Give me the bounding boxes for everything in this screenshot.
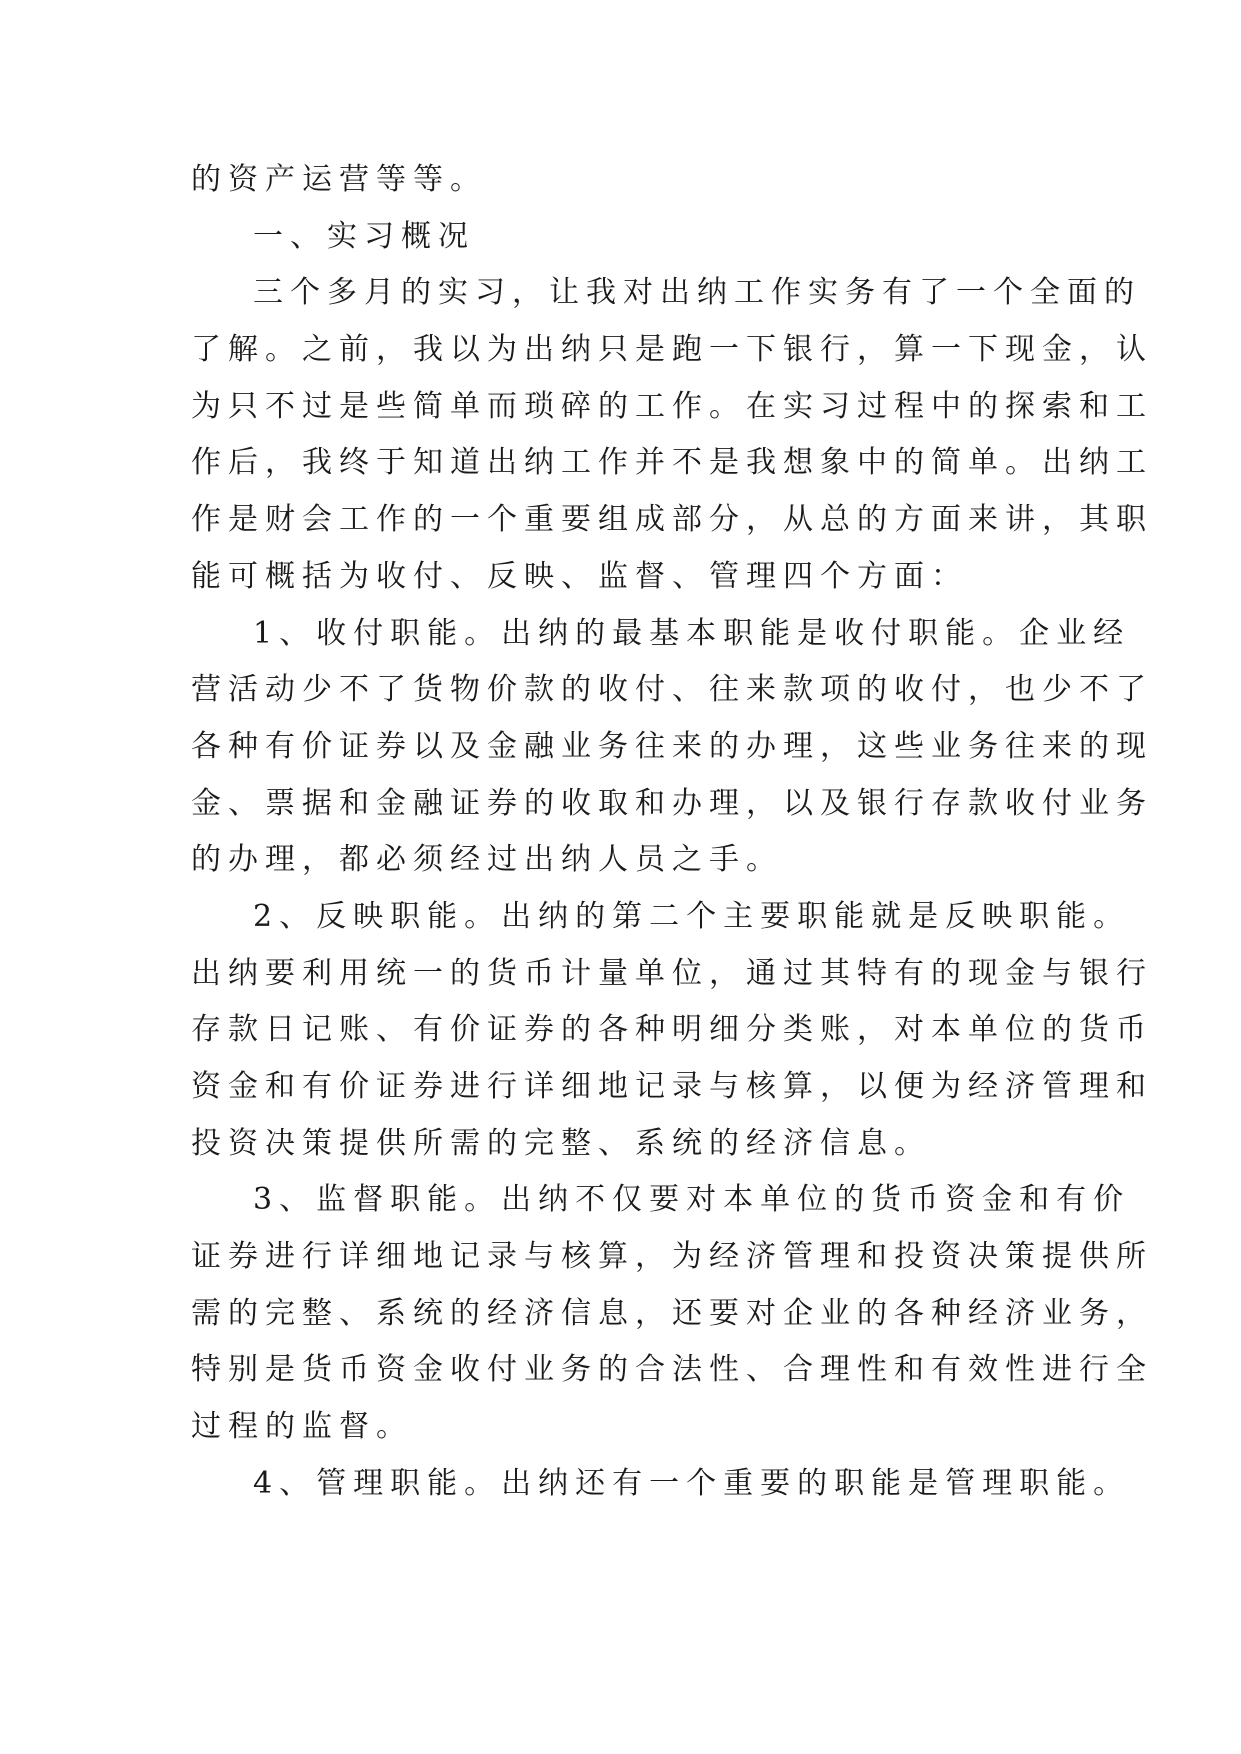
text-line: 作后，我终于知道出纳工作并不是我想象中的简单。出纳工	[191, 445, 1153, 481]
text-line: 4、管理职能。出纳还有一个重要的职能是管理职能。	[253, 1465, 1131, 1501]
text-line: 3、监督职能。出纳不仅要对本单位的货币资金和有价	[253, 1182, 1131, 1218]
text-line: 2、反映职能。出纳的第二个主要职能就是反映职能。	[253, 898, 1131, 934]
text-line: 证券进行详细地记录与核算，为经济管理和投资决策提供所	[191, 1239, 1153, 1275]
text-line: 1、收付职能。出纳的最基本职能是收付职能。企业经	[253, 615, 1131, 651]
text-line: 三个多月的实习，让我对出纳工作实务有了一个全面的	[253, 275, 1141, 311]
text-line: 的资产运营等等。	[191, 162, 487, 197]
text-line: 营活动少不了货物价款的收付、往来款项的收付，也少不了	[191, 672, 1153, 708]
text-line: 出纳要利用统一的货币计量单位，通过其特有的现金与银行	[191, 955, 1153, 991]
text-line: 作是财会工作的一个重要组成部分，从总的方面来讲，其职	[191, 502, 1153, 538]
section-heading: 一、实习概况	[253, 218, 475, 254]
text-line: 资金和有价证券进行详细地记录与核算，以便为经济管理和	[191, 1069, 1153, 1104]
text-line: 金、票据和金融证券的收取和办理，以及银行存款收付业务	[191, 785, 1153, 821]
text-line: 需的完整、系统的经济信息，还要对企业的各种经济业务，	[191, 1295, 1153, 1331]
text-line: 存款日记账、有价证券的各种明细分类账，对本单位的货币	[191, 1012, 1153, 1048]
document-body	[191, 152, 1153, 1513]
text-line: 能可概括为收付、反映、监督、管理四个方面：	[191, 558, 968, 594]
text-line: 了解。之前，我以为出纳只是跑一下银行，算一下现金，认	[191, 332, 1153, 368]
text-line: 特别是货币资金收付业务的合法性、合理性和有效性进行全	[191, 1352, 1153, 1388]
text-line: 的办理，都必须经过出纳人员之手。	[191, 842, 783, 878]
text-line: 各种有价证券以及金融业务往来的办理，这些业务往来的现	[191, 728, 1153, 764]
text-line: 过程的监督。	[191, 1409, 413, 1445]
text-line: 为只不过是些简单而琐碎的工作。在实习过程中的探索和工	[191, 388, 1153, 424]
text-line: 投资决策提供所需的完整、系统的经济信息。	[191, 1125, 931, 1161]
